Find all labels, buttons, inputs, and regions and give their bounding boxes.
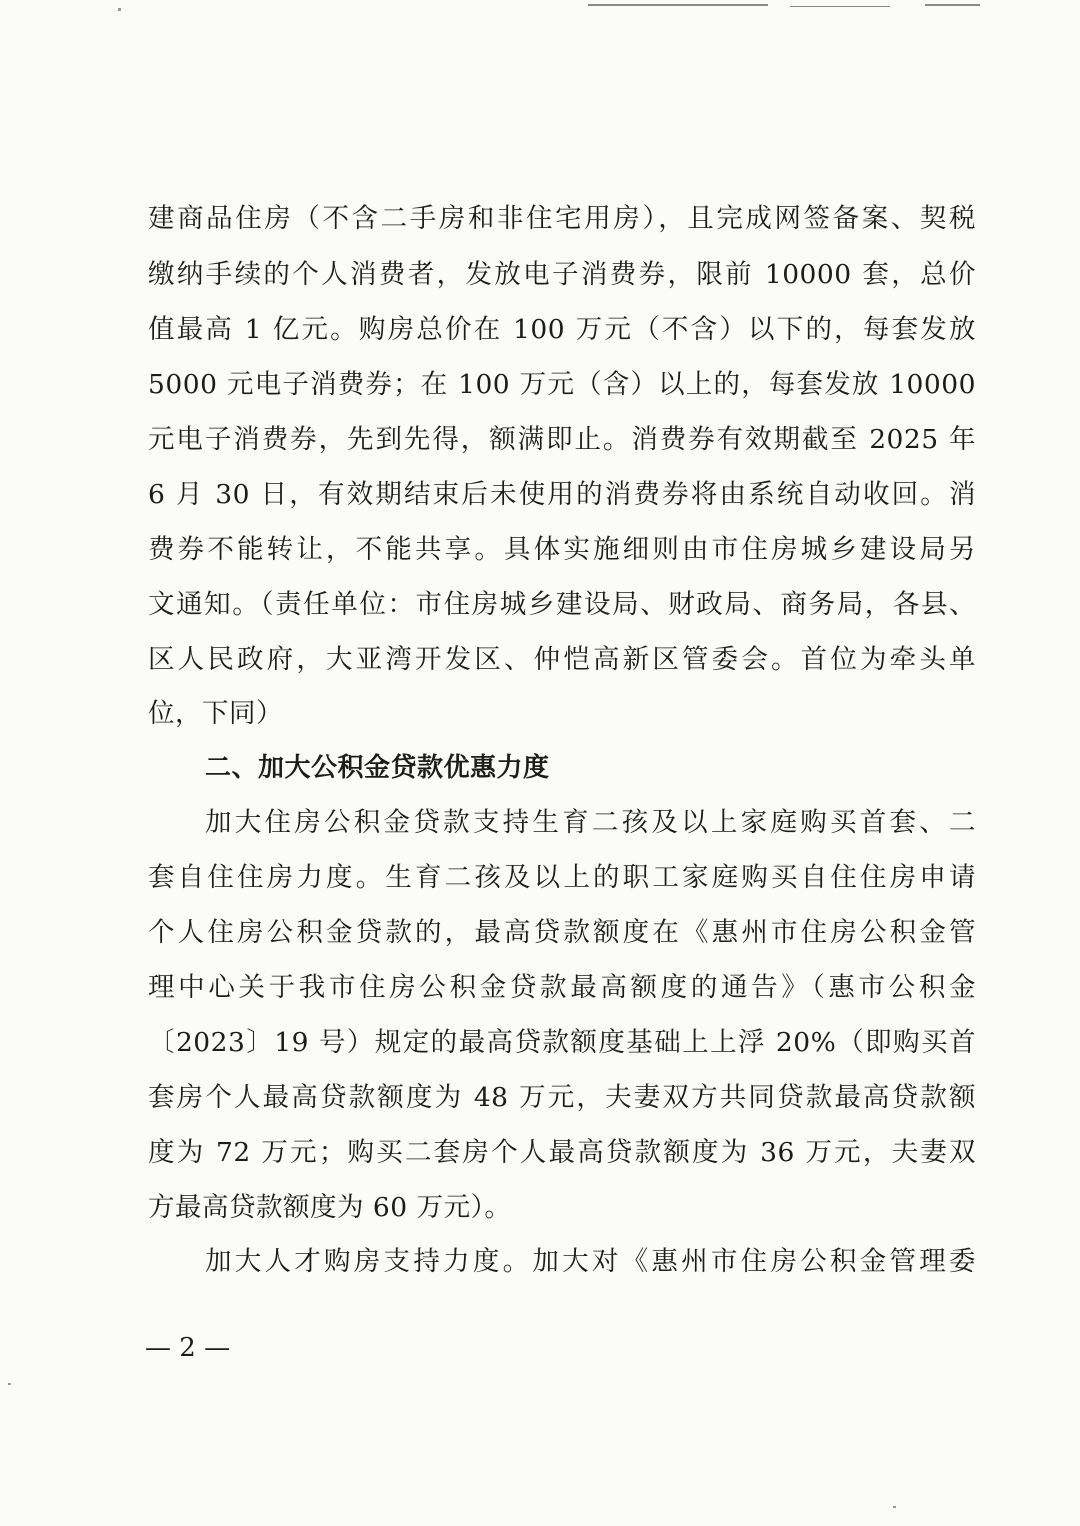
text-line: 〔2023〕19 号）规定的最高贷款额度基础上上浮 20%（即购买首 <box>148 1027 976 1058</box>
section-heading: 二、加大公积金贷款优惠力度 <box>205 753 550 783</box>
text-line: 建商品住房（不含二手房和非住宅用房），且完成网签备案、契税 <box>148 203 976 234</box>
text-line: 加大住房公积金贷款支持生育二孩及以上家庭购买首套、二 <box>205 807 976 838</box>
text-line: 元电子消费券，先到先得，额满即止。消费券有效期截至 2025 年 <box>148 424 976 455</box>
text-line: 加大人才购房支持力度。加大对《惠州市住房公积金管理委 <box>205 1246 976 1277</box>
text-line: 6 月 30 日，有效期结束后未使用的消费券将由系统自动收回。消 <box>148 479 976 510</box>
text-line: 文通知。（责任单位：市住房城乡建设局、财政局、商务局，各县、 <box>148 589 976 620</box>
text-line: 套自住住房力度。生育二孩及以上的职工家庭购买自住住房申请 <box>148 862 976 893</box>
text-line: 缴纳手续的个人消费者，发放电子消费券，限前 10000 套，总价 <box>148 259 976 290</box>
scan-edge-mark <box>925 4 980 6</box>
text-line: 值最高 1 亿元。购房总价在 100 万元（不含）以下的，每套发放 <box>148 314 976 345</box>
scan-speck <box>893 1506 896 1508</box>
scan-speck <box>118 8 121 11</box>
text-line: 5000 元电子消费券；在 100 万元（含）以上的，每套发放 10000 <box>148 369 976 400</box>
scan-edge-mark <box>790 6 890 7</box>
text-line: 位，下同） <box>148 698 283 729</box>
text-line: 个人住房公积金贷款的，最高贷款额度在《惠州市住房公积金管 <box>148 917 976 948</box>
text-line: 度为 72 万元；购买二套房个人最高贷款额度为 36 万元，夫妻双 <box>148 1137 976 1168</box>
page-number: — 2 — <box>145 1333 231 1363</box>
text-line: 费券不能转让，不能共享。具体实施细则由市住房城乡建设局另 <box>148 534 976 565</box>
text-line: 方最高贷款额度为 60 万元）。 <box>148 1192 512 1223</box>
text-line: 套房个人最高贷款额度为 48 万元，夫妻双方共同贷款最高贷款额 <box>148 1082 976 1113</box>
text-line: 区人民政府，大亚湾开发区、仲恺高新区管委会。首位为牵头单 <box>148 644 976 675</box>
scan-edge-mark <box>588 4 768 6</box>
scan-speck <box>8 1383 11 1385</box>
text-line: 理中心关于我市住房公积金贷款最高额度的通告》（惠市公积金 <box>148 972 976 1003</box>
